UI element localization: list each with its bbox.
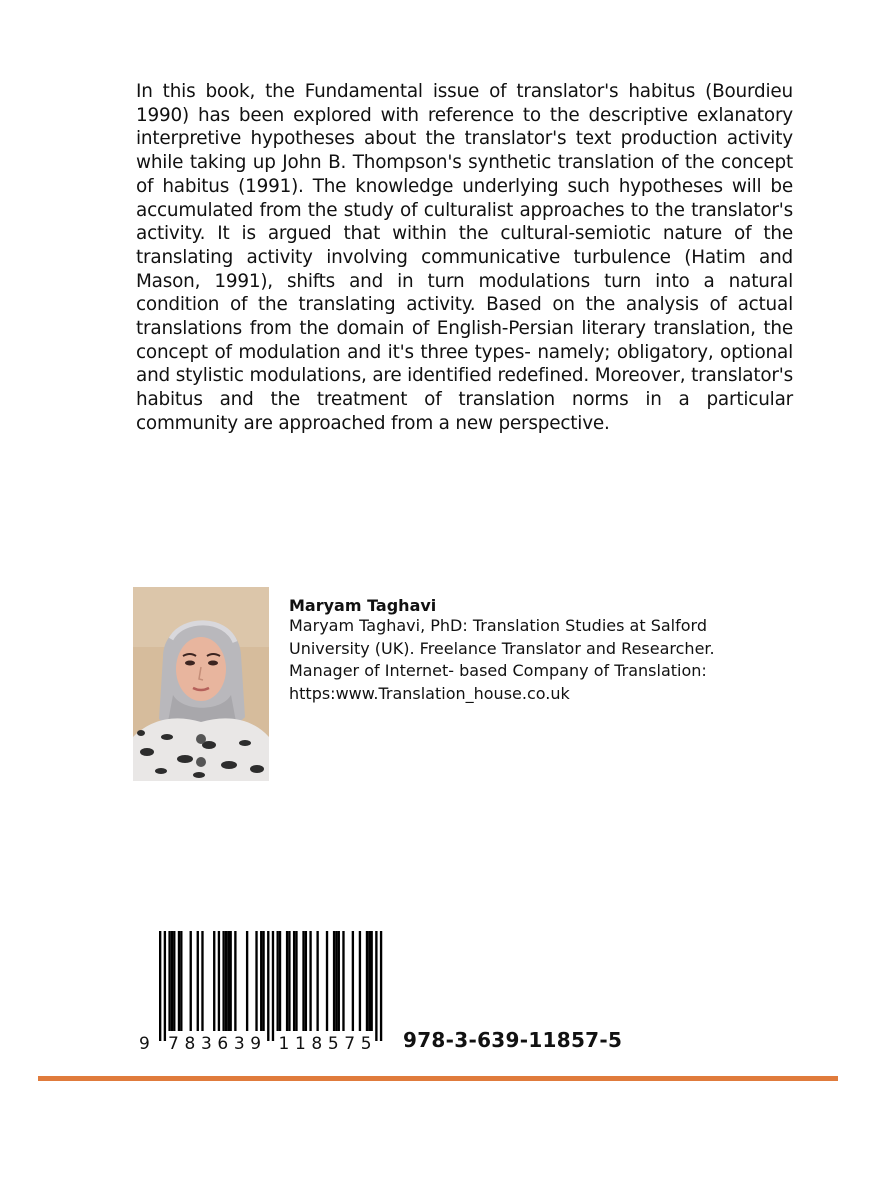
barcode-bar [267,931,269,1041]
barcode-bar [262,931,264,1031]
author-bio-line: University (UK). Freelance Translator and Researcher. [289,638,715,658]
barcode-digit: 3 [233,1034,245,1054]
barcode-bar [246,931,248,1031]
barcode-digit: 8 [311,1034,323,1054]
barcode-digit: 6 [217,1034,229,1054]
barcode-digit: 8 [184,1034,196,1054]
barcode-bar [279,931,281,1031]
barcode-bar [260,931,262,1031]
barcode-bar [190,931,192,1031]
isbn-barcode [137,925,387,1055]
barcode-bar [359,931,361,1031]
author-bio [289,615,729,705]
barcode-digit: 5 [327,1034,339,1054]
barcode-bar [371,931,373,1031]
barcode-digit: 1 [278,1034,290,1054]
barcode-bar [173,931,175,1031]
author-name: Maryam Taghavi [289,596,437,615]
isbn-number: 978-3-639-11857-5 [403,1028,623,1052]
barcode-bar [222,931,224,1031]
barcode-digit: 7 [344,1034,356,1054]
author-bio-line: Manager of Internet- based Company of Translation: [289,661,707,680]
barcode-bar [302,931,304,1031]
barcode-bar [295,931,297,1031]
barcode-digit: 9 [139,1034,150,1054]
barcode-bar [366,931,368,1031]
barcode-bar [335,931,337,1031]
barcode-bar [225,931,227,1031]
barcode-digit: 3 [200,1034,212,1054]
barcode-digit: 7 [168,1034,179,1054]
author-photo [133,587,269,781]
barcode-bar [375,931,377,1041]
book-blurb: In this book, the Fundamental issue of translator's habitus (Bourdieu 1990) has been explored with reference to the descriptive exlanatory interpretive hypotheses about the translator's text production activity while taking up John B. Thompson's synthetic translation of the concept of habitus (1991). The knowledge underlying such hypotheses will be accumulated from the study of culturalist approaches to the translator's activity. It is argued that within the cultural-semiotic nature of the translating activity involving communicative turbulence (Hatim and Mason, 1991), shifts and in turn modulations turn into a natural condition of the translating activity. Based on the analysis of actual translations from the domain of English-Persian literary translation, the concept of modulation and it's three types- namely; obligatory, optional and stylistic modulations, are identified redefined. Moreover, translator's habitus and the treatment of translation norms in a particular community are approached from a new perspective. [136,81,793,434]
barcode-bar [316,931,318,1031]
barcode-bar [288,931,290,1031]
barcode-bar [286,931,288,1031]
barcode-bar [197,931,199,1031]
barcode-bar [326,931,328,1031]
barcode-bar [368,931,370,1031]
barcode-bar [180,931,182,1031]
barcode-digit: 1 [294,1034,306,1054]
barcode-bar [171,931,173,1031]
barcode-bar [380,931,382,1041]
barcode-bar [352,931,354,1031]
barcode-bar [159,931,161,1041]
barcode-digit: 9 [250,1034,262,1054]
barcode-bar [342,931,344,1031]
barcode-bar [333,931,335,1031]
barcode-bar [218,931,220,1031]
barcode-bar [338,931,340,1031]
author-bio-line: https:www.Translation_house.co.uk [289,683,570,703]
orange-divider-rule [38,1076,838,1081]
barcode-digit: 5 [360,1034,372,1054]
barcode-bar [227,931,229,1031]
barcode-bar [293,931,295,1031]
barcode-bar [255,931,257,1031]
barcode-bar [201,931,203,1031]
barcode-bar [178,931,180,1031]
barcode-bar [305,931,307,1031]
barcode-bar [230,931,232,1031]
barcode-bar [234,931,236,1031]
barcode-bar [164,931,166,1041]
author-bio-line: Maryam Taghavi, PhD: Translation Studies at Salford [289,616,707,635]
barcode-bar [168,931,170,1031]
barcode-bar [309,931,311,1031]
barcode-bar [272,931,274,1041]
barcode-bar [213,931,215,1031]
barcode-bar [277,931,279,1031]
